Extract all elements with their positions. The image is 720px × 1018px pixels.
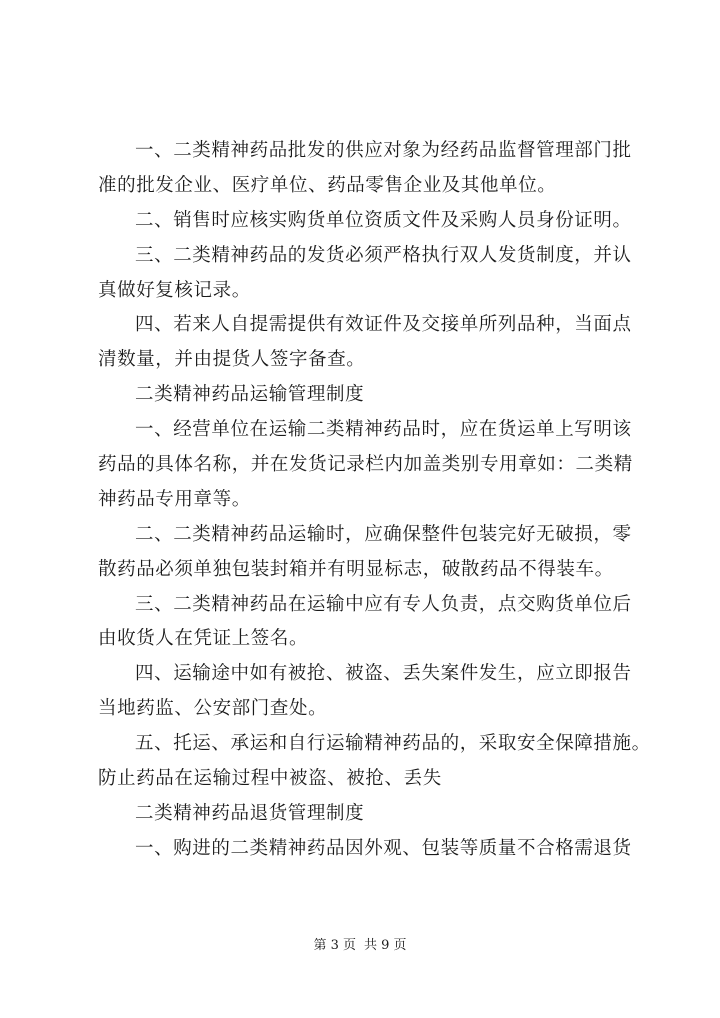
paragraph-line: 一、经营单位在运输二类精神药品时，应在货运单上写明该 (135, 419, 632, 441)
paragraph-line: 药品的具体名称，并在发货记录栏内加盖类别专用章如：二类精 (98, 454, 633, 476)
page-number-current: 第 3 页 (313, 938, 356, 953)
document-body (98, 134, 651, 867)
paragraph-line: 神药品专用章等。 (98, 488, 251, 510)
page-number-total: 共 9 页 (364, 938, 407, 953)
section-heading: 二类精神药品运输管理制度 (135, 384, 365, 406)
paragraph-line: 准的批发企业、医疗单位、药品零售企业及其他单位。 (98, 174, 557, 196)
paragraph-line: 真做好复核记录。 (98, 279, 251, 301)
paragraph-line: 防止药品在运输过程中被盗、被抢、丢失 (98, 768, 442, 790)
section-heading: 二类精神药品退货管理制度 (135, 802, 365, 824)
paragraph-line: 四、运输途中如有被抢、被盗、丢失案件发生，应立即报告 (135, 663, 632, 685)
paragraph-line: 二、销售时应核实购货单位资质文件及采购人员身份证明。 (135, 209, 632, 231)
paragraph-line: 三、二类精神药品的发货必须严格执行双人发货制度，并认 (135, 244, 632, 266)
paragraph-line: 一、二类精神药品批发的供应对象为经药品监督管理部门批 (135, 140, 632, 161)
paragraph-line: 二、二类精神药品运输时，应确保整件包装完好无破损，零 (135, 523, 632, 545)
paragraph-line: 五、托运、承运和自行运输精神药品的，采取安全保障措施。 (135, 733, 651, 755)
paragraph-line: 四、若来人自提需提供有效证件及交接单所列品种，当面点 (135, 314, 632, 336)
paragraph-line: 一、购进的二类精神药品因外观、包装等质量不合格需退货 (135, 837, 632, 859)
paragraph-line: 当地药监、公安部门查处。 (98, 698, 328, 720)
paragraph-line: 三、二类精神药品在运输中应有专人负责，点交购货单位后 (135, 593, 632, 615)
page-footer (0, 936, 720, 956)
paragraph-line: 由收货人在凭证上签名。 (98, 628, 309, 650)
paragraph-line: 清数量，并由提货人签字备查。 (98, 349, 366, 371)
paragraph-line: 散药品必须单独包装封箱并有明显标志，破散药品不得装车。 (98, 558, 614, 580)
